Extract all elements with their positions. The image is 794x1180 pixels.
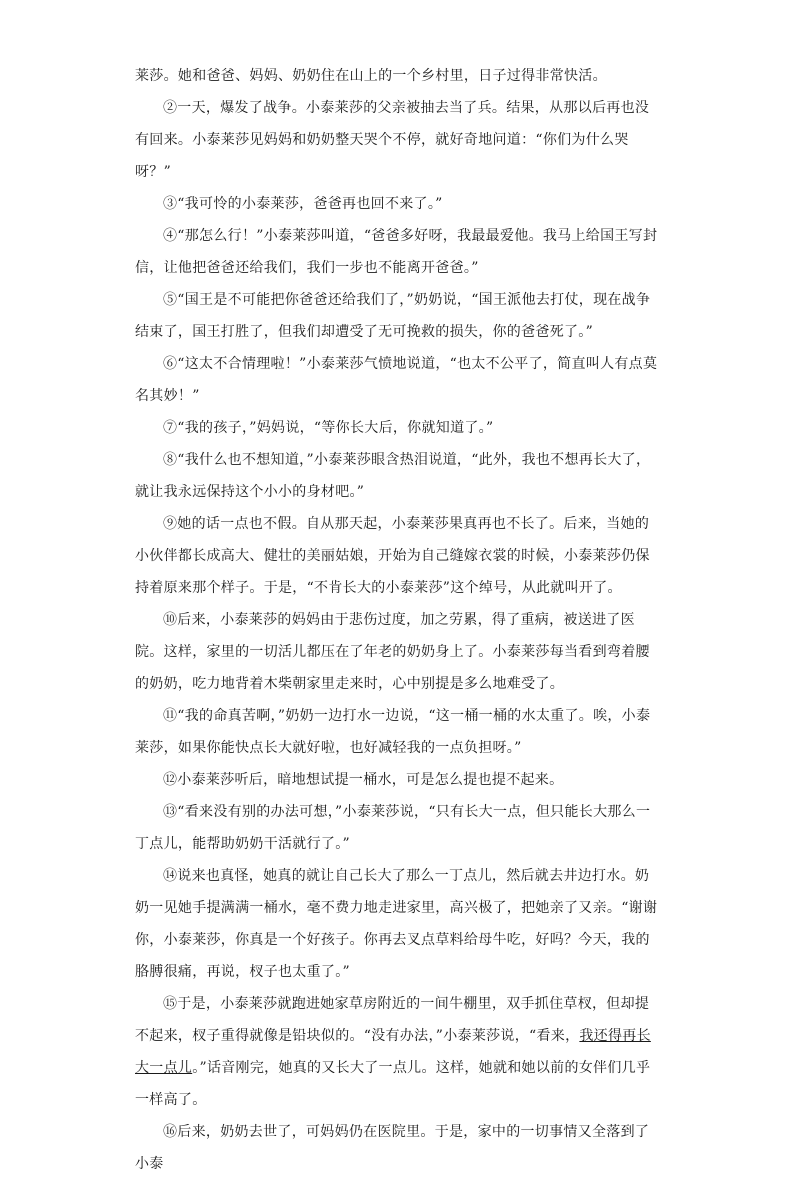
paragraph-9: ⑨她的话一点也不假。自从那天起，小泰莱莎果真再也不长了。后来，当她的小伙伴都长成高大、健壮的美丽姑娘，开始为自己缝嫁衣裳的时候，小泰莱莎仍保持着原来那个样子。于是，“不肯长大的小泰莱莎”这个绰号，从此就叫开了。 bbox=[135, 516, 650, 596]
paragraph-13: ⑬“看来没有别的办法可想，”小泰莱莎说，“只有长大一点，但只能长大那么一丁点儿，能帮助奶奶干活就行了。” bbox=[135, 804, 651, 852]
paragraph-16: ⑯后来，奶奶去世了，可妈妈仍在医院里。于是，家中的一切事情又全落到了小泰 bbox=[135, 1124, 650, 1172]
paragraph-3: ③“我可怜的小泰莱莎，爸爸再也回不来了。” bbox=[163, 196, 443, 212]
paragraph-10: ⑩后来，小泰莱莎的妈妈由于悲伤过度，加之劳累，得了重病，被送进了医院。这样，家里的一切活儿都压在了年老的奶奶身上了。小泰莱莎每当看到弯着腰的奶奶，吃力地背着木柴朝家里走来时，心中别提是多么地难受了。 bbox=[135, 612, 650, 692]
paragraph-15-end: 。”话音刚完，她真的又长大了一点儿。这样，她就和她以前的女伴们几乎一样高了。 bbox=[135, 1060, 651, 1108]
paragraph-6: ⑥“这太不合情理啦！”小泰莱莎气愤地说道，“也太不公平了，简直叫人有点莫名其妙！” bbox=[135, 356, 658, 404]
paragraph-2: ②一天，爆发了战争。小泰莱莎的父亲被抽去当了兵。结果，从那以后再也没有回来。小泰莱莎见妈妈和奶奶整天哭个不停，就好奇地问道：“你们为什么哭呀？” bbox=[135, 100, 650, 180]
paragraph-15-start: ⑮于是，小泰莱莎就跑进她家草房附近的一间牛棚里，双手抓住草杈，但却提不起来，杈子重得就像是铅块似的。“没有办法，”小泰莱莎说，“看来， bbox=[135, 996, 650, 1044]
paragraph-5: ⑤“国王是不可能把你爸爸还给我们了，”奶奶说，“国王派他去打仗，现在战争结束了，国王打胜了，但我们却遭受了无可挽救的损失，你的爸爸死了。” bbox=[135, 292, 651, 340]
paragraph-14: ⑭说来也真怪，她真的就让自己长大了那么一丁点儿，然后就去井边打水。奶奶一见她手提满满一桶水，毫不费力地走进家里，高兴极了，把她亲了又亲。“谢谢你，小泰莱莎，你真是一个好孩子。你再去叉点草料给母牛吃，好吗？今天，我的胳膊很痛，再说，杈子也太重了。” bbox=[135, 868, 658, 980]
paragraph-12: ⑫小泰莱莎听后，暗地想试提一桶水，可是怎么提也提不起来。 bbox=[163, 772, 564, 788]
paragraph-4: ④“那怎么行！”小泰莱莎叫道，“爸爸多好呀，我最最爱他。我马上给国王写封信，让他把爸爸还给我们，我们一步也不能离开爸爸。” bbox=[135, 228, 658, 276]
story-text bbox=[135, 60, 663, 1180]
paragraph-7: ⑦“我的孩子，”妈妈说，“等你长大后，你就知道了。” bbox=[163, 420, 494, 436]
paragraph-8: ⑧“我什么也不想知道，”小泰莱莎眼含热泪说道，“此外，我也不想再长大了，就让我永远保持这个小小的身材吧。” bbox=[135, 452, 651, 500]
paragraph-15 bbox=[135, 988, 663, 1116]
paragraph-11: ⑪“我的命真苦啊，”奶奶一边打水一边说，“这一桶一桶的水太重了。唉，小泰莱莎，如果你能快点长大就好啦，也好减轻我的一点负担呀。” bbox=[135, 708, 651, 756]
underlined-sentence: 我还得再长大一点儿 bbox=[135, 1028, 651, 1076]
paragraph-1-end: 莱莎。她和爸爸、妈妈、奶奶住在山上的一个乡村里，日子过得非常快活。 bbox=[135, 68, 607, 84]
